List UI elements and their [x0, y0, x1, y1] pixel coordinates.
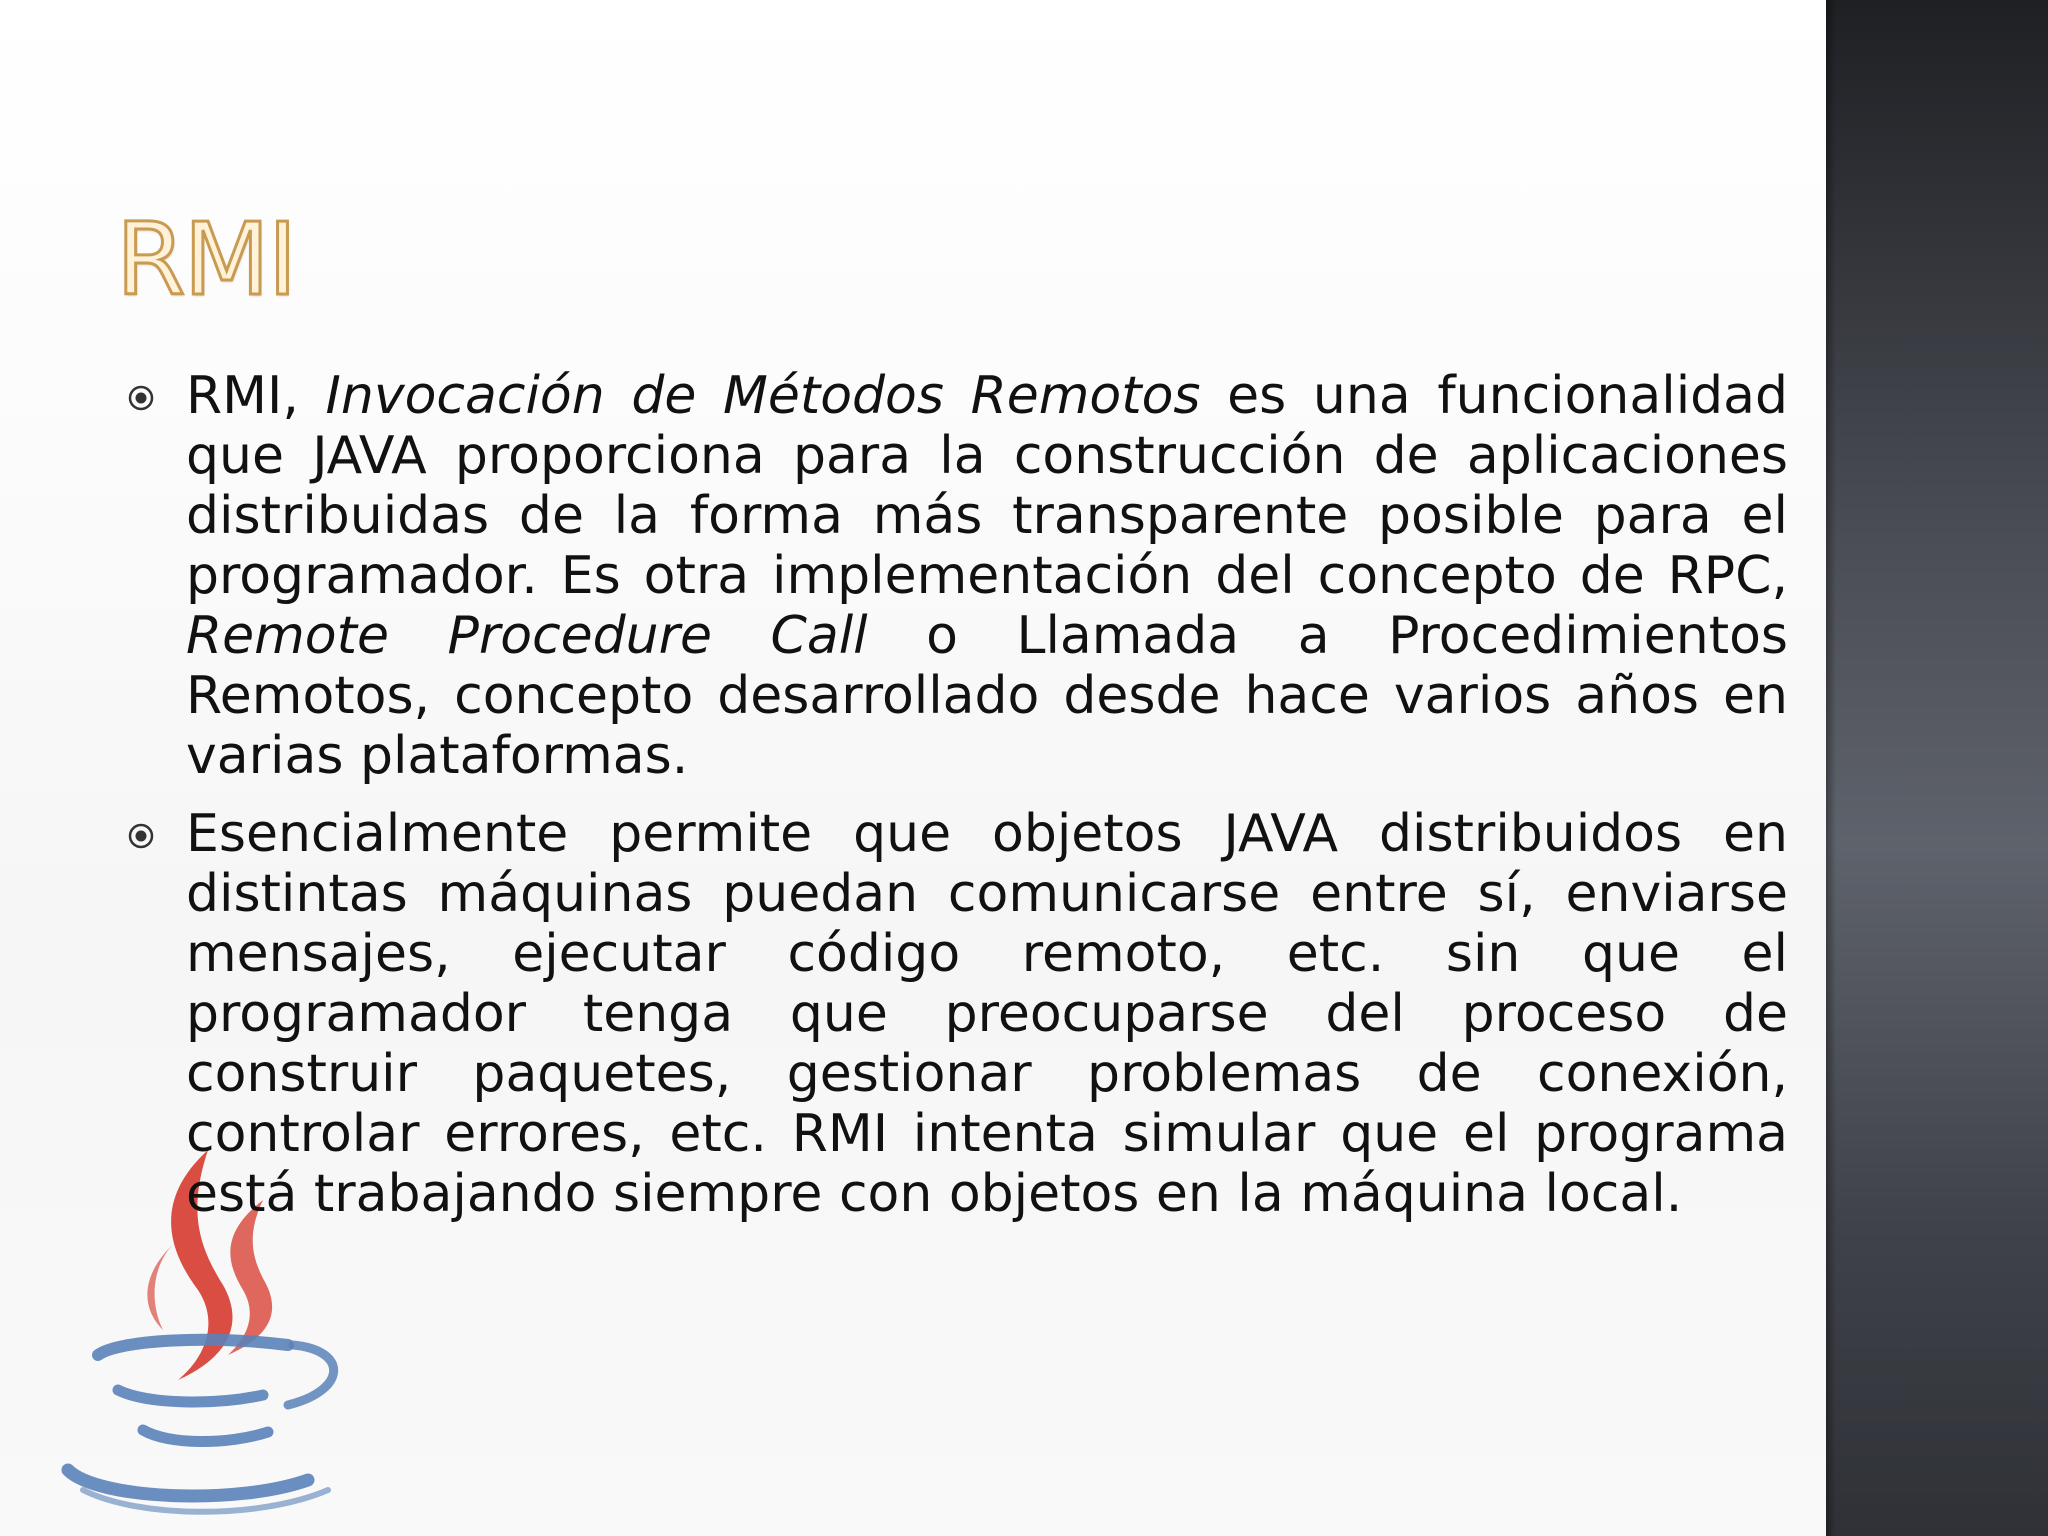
paragraph-text [186, 366, 1788, 786]
text-segment: Esencialmente permite que objetos JAVA distribuidos en distintas máquinas puedan comunicarse entre sí, enviarse mensajes, ejecutar código remoto, etc. sin que el programador tenga que preocuparse del proceso de construir paquetes, gestionar problemas de conexión, controlar errores, etc. RMI intenta simular que el programa está trabajando siempre con objetos en la máquina local. [186, 804, 1788, 1224]
body-text [128, 366, 1788, 1242]
italic-term: Invocación de Métodos Remotos [325, 366, 1201, 426]
bullet-paragraph-2 [128, 804, 1788, 1224]
bullet-paragraph-1 [128, 366, 1788, 786]
text-segment: es una funcionalidad que JAVA proporciona para la construcción de aplicaciones distribuidas de la forma más transparente posible para el programador. Es otra implementación del concepto de RPC, [186, 366, 1789, 606]
italic-term: Remote Procedure Call [186, 606, 868, 666]
circled-dot-bullet-icon [128, 385, 154, 411]
circled-dot-bullet-icon [128, 823, 154, 849]
slide-title: RMI [116, 201, 296, 318]
text-segment: o Llamada a Procedimientos Remotos, concepto desarrollado desde hace varios años en varias plataformas. [186, 606, 1788, 786]
paragraph-text [186, 804, 1788, 1224]
side-panel [1826, 0, 2048, 1536]
text-segment: RMI, [186, 366, 326, 426]
